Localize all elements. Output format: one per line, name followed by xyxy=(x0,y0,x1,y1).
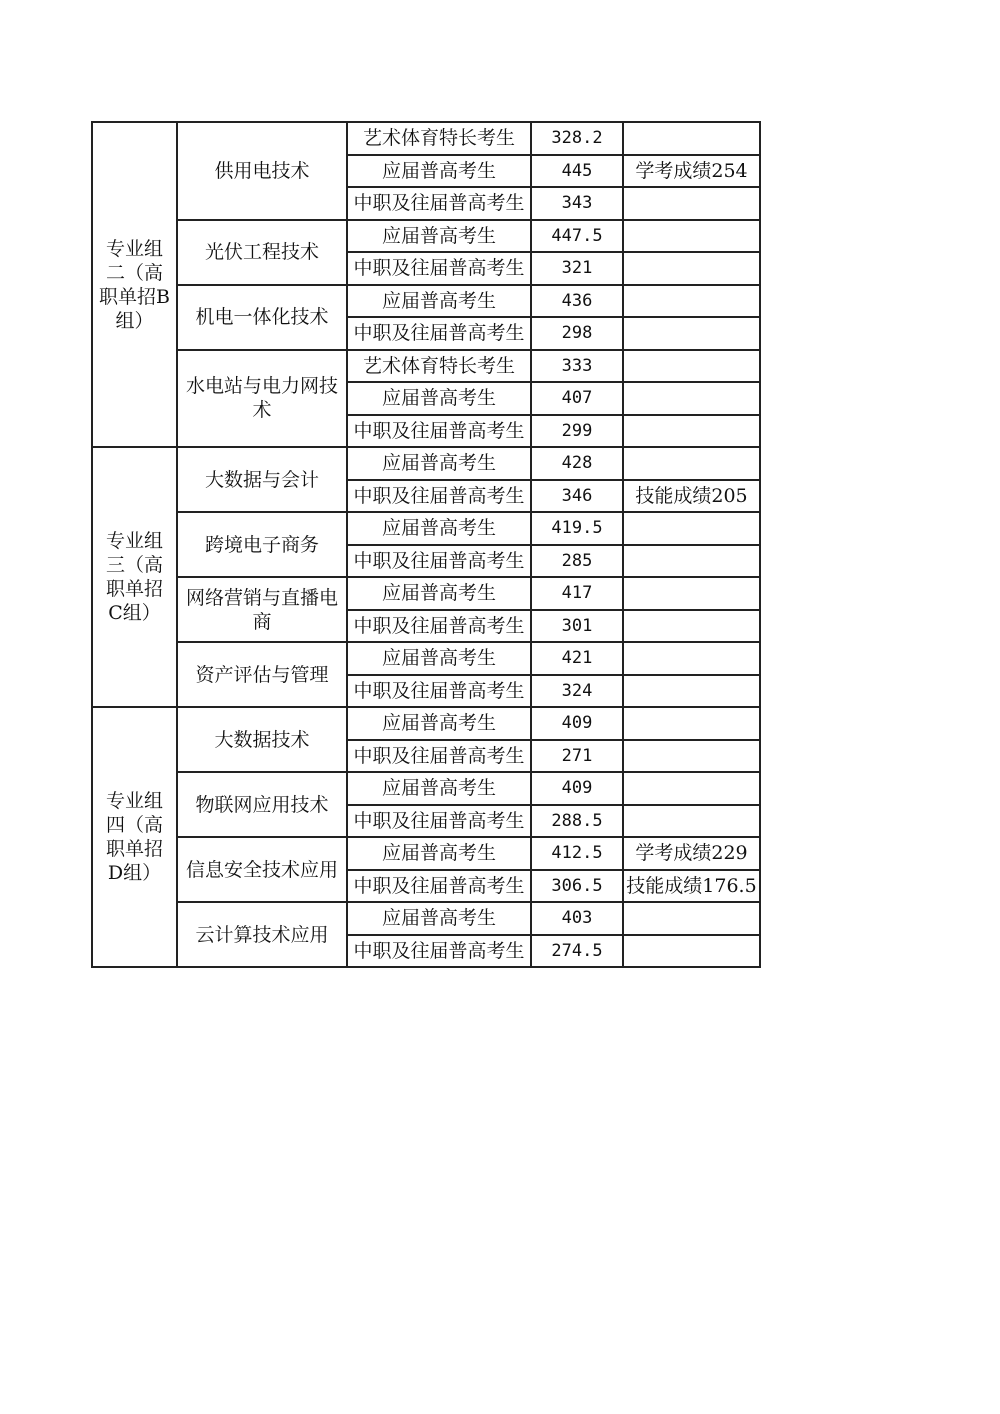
note-cell xyxy=(623,577,760,610)
score-cell: 407 xyxy=(531,382,623,415)
candidate-category-cell: 应届普高考生 xyxy=(347,902,531,935)
note-cell xyxy=(623,252,760,285)
table-row xyxy=(92,122,760,155)
note-cell xyxy=(623,642,760,675)
score-cell: 421 xyxy=(531,642,623,675)
note-cell xyxy=(623,675,760,708)
candidate-category-cell: 应届普高考生 xyxy=(347,447,531,480)
note-cell: 学考成绩229 xyxy=(623,837,760,870)
score-cell: 403 xyxy=(531,902,623,935)
score-cell: 346 xyxy=(531,480,623,513)
major-name-cell: 供用电技术 xyxy=(177,122,347,220)
candidate-category-cell: 中职及往届普高考生 xyxy=(347,187,531,220)
major-name-cell: 大数据与会计 xyxy=(177,447,347,512)
table-row xyxy=(92,447,760,480)
candidate-category-cell: 应届普高考生 xyxy=(347,512,531,545)
note-cell xyxy=(623,317,760,350)
score-cell: 288.5 xyxy=(531,805,623,838)
admission-score-table xyxy=(91,121,761,968)
note-cell xyxy=(623,740,760,773)
score-cell: 285 xyxy=(531,545,623,578)
candidate-category-cell: 中职及往届普高考生 xyxy=(347,935,531,968)
table-row xyxy=(92,902,760,935)
candidate-category-cell: 中职及往届普高考生 xyxy=(347,252,531,285)
note-cell xyxy=(623,187,760,220)
table-row xyxy=(92,837,760,870)
note-cell xyxy=(623,545,760,578)
major-name-cell: 机电一体化技术 xyxy=(177,285,347,350)
candidate-category-cell: 应届普高考生 xyxy=(347,577,531,610)
note-cell xyxy=(623,122,760,155)
note-cell xyxy=(623,285,760,318)
group-name-cell: 专业组四（高职单招D组） xyxy=(92,707,177,967)
note-cell xyxy=(623,350,760,383)
score-cell: 324 xyxy=(531,675,623,708)
table-row xyxy=(92,220,760,253)
score-cell: 306.5 xyxy=(531,870,623,903)
table-row xyxy=(92,772,760,805)
major-name-cell: 大数据技术 xyxy=(177,707,347,772)
score-cell: 321 xyxy=(531,252,623,285)
note-cell xyxy=(623,935,760,968)
major-name-cell: 信息安全技术应用 xyxy=(177,837,347,902)
score-cell: 447.5 xyxy=(531,220,623,253)
score-cell: 299 xyxy=(531,415,623,448)
note-cell xyxy=(623,707,760,740)
table-body xyxy=(92,122,760,967)
score-cell: 409 xyxy=(531,707,623,740)
note-cell xyxy=(623,610,760,643)
candidate-category-cell: 中职及往届普高考生 xyxy=(347,805,531,838)
candidate-category-cell: 艺术体育特长考生 xyxy=(347,122,531,155)
score-cell: 412.5 xyxy=(531,837,623,870)
group-name-cell: 专业组三（高职单招C组） xyxy=(92,447,177,707)
score-cell: 419.5 xyxy=(531,512,623,545)
score-cell: 301 xyxy=(531,610,623,643)
major-name-cell: 水电站与电力网技术 xyxy=(177,350,347,448)
major-name-cell: 网络营销与直播电商 xyxy=(177,577,347,642)
note-cell xyxy=(623,902,760,935)
candidate-category-cell: 应届普高考生 xyxy=(347,382,531,415)
note-cell: 学考成绩254 xyxy=(623,155,760,188)
score-cell: 328.2 xyxy=(531,122,623,155)
note-cell xyxy=(623,220,760,253)
note-cell xyxy=(623,512,760,545)
score-cell: 436 xyxy=(531,285,623,318)
table-row xyxy=(92,642,760,675)
score-cell: 428 xyxy=(531,447,623,480)
note-cell xyxy=(623,772,760,805)
score-cell: 445 xyxy=(531,155,623,188)
table-row xyxy=(92,285,760,318)
candidate-category-cell: 中职及往届普高考生 xyxy=(347,740,531,773)
note-cell xyxy=(623,415,760,448)
major-name-cell: 资产评估与管理 xyxy=(177,642,347,707)
candidate-category-cell: 中职及往届普高考生 xyxy=(347,675,531,708)
table-row xyxy=(92,350,760,383)
major-name-cell: 物联网应用技术 xyxy=(177,772,347,837)
candidate-category-cell: 应届普高考生 xyxy=(347,155,531,188)
note-cell: 技能成绩176.5 xyxy=(623,870,760,903)
score-cell: 333 xyxy=(531,350,623,383)
note-cell: 技能成绩205 xyxy=(623,480,760,513)
major-name-cell: 光伏工程技术 xyxy=(177,220,347,285)
candidate-category-cell: 应届普高考生 xyxy=(347,707,531,740)
score-cell: 417 xyxy=(531,577,623,610)
major-name-cell: 云计算技术应用 xyxy=(177,902,347,967)
candidate-category-cell: 应届普高考生 xyxy=(347,772,531,805)
candidate-category-cell: 应届普高考生 xyxy=(347,642,531,675)
candidate-category-cell: 应届普高考生 xyxy=(347,837,531,870)
table-row xyxy=(92,707,760,740)
score-cell: 298 xyxy=(531,317,623,350)
candidate-category-cell: 中职及往届普高考生 xyxy=(347,545,531,578)
score-cell: 409 xyxy=(531,772,623,805)
group-name-cell: 专业组二（高职单招B组） xyxy=(92,122,177,447)
note-cell xyxy=(623,805,760,838)
table-row xyxy=(92,512,760,545)
score-cell: 271 xyxy=(531,740,623,773)
score-cell: 274.5 xyxy=(531,935,623,968)
table-row xyxy=(92,577,760,610)
candidate-category-cell: 中职及往届普高考生 xyxy=(347,870,531,903)
note-cell xyxy=(623,447,760,480)
major-name-cell: 跨境电子商务 xyxy=(177,512,347,577)
candidate-category-cell: 中职及往届普高考生 xyxy=(347,415,531,448)
score-cell: 343 xyxy=(531,187,623,220)
candidate-category-cell: 应届普高考生 xyxy=(347,220,531,253)
candidate-category-cell: 艺术体育特长考生 xyxy=(347,350,531,383)
candidate-category-cell: 中职及往届普高考生 xyxy=(347,480,531,513)
note-cell xyxy=(623,382,760,415)
candidate-category-cell: 中职及往届普高考生 xyxy=(347,317,531,350)
candidate-category-cell: 应届普高考生 xyxy=(347,285,531,318)
candidate-category-cell: 中职及往届普高考生 xyxy=(347,610,531,643)
